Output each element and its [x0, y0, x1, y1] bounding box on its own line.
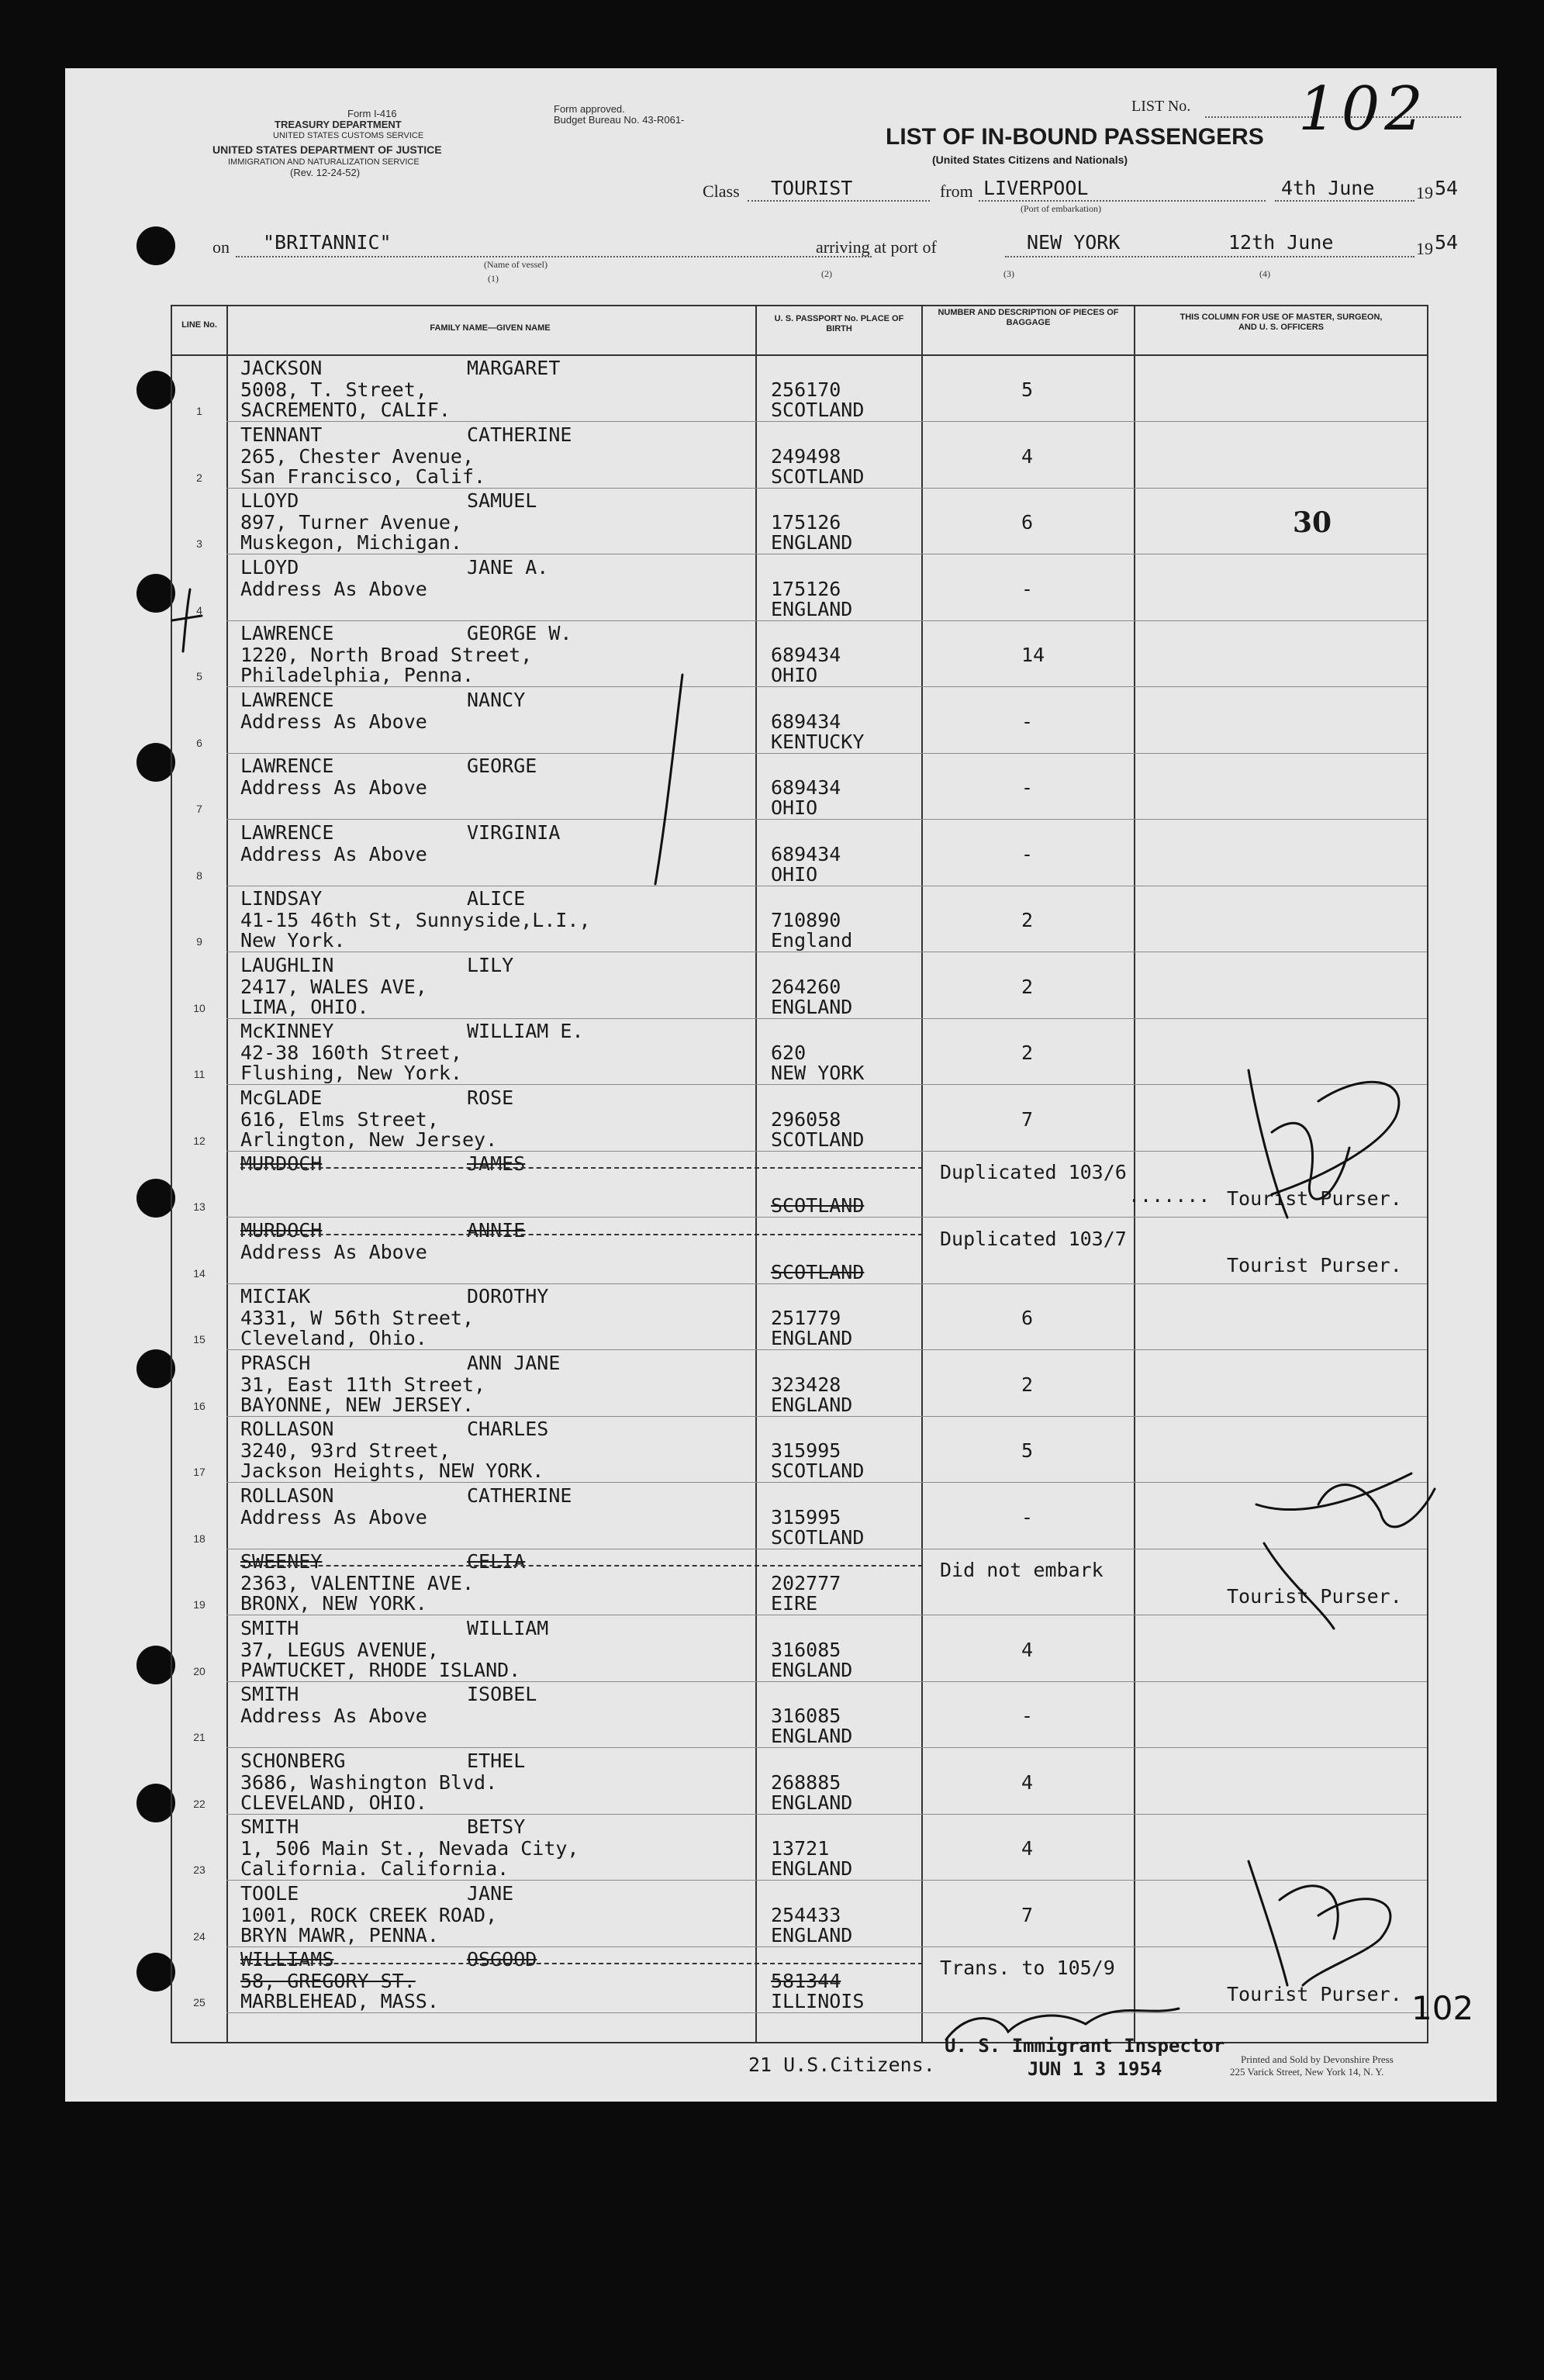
- table-row: [172, 1086, 1427, 1152]
- table-row: [172, 1616, 1427, 1682]
- address-line-2: SACREMENTO, CALIF.: [240, 399, 451, 421]
- passport-number: 316085: [771, 1705, 841, 1727]
- row-remark: Duplicated 103/7: [940, 1227, 1127, 1250]
- address-line-2: Philadelphia, Penna.: [240, 664, 475, 686]
- table-row: [172, 621, 1427, 687]
- given-name: GEORGE: [467, 755, 537, 777]
- place-of-birth: SCOTLAND: [771, 1260, 865, 1283]
- strikeout-rule: [240, 1167, 923, 1169]
- address-line-2: San Francisco, Calif.: [240, 465, 486, 488]
- punch-hole: [136, 743, 175, 782]
- address-line-1: 897, Turner Avenue,: [240, 511, 462, 534]
- punch-hole: [136, 1953, 175, 1991]
- address-line-1: 1, 506 Main St., Nevada City,: [240, 1837, 579, 1860]
- row-remark: Trans. to 105/9: [940, 1957, 1115, 1979]
- family-name: LAWRENCE: [240, 688, 334, 711]
- baggage-count: 5: [1021, 378, 1034, 401]
- list-no-label: LIST No.: [1131, 98, 1191, 115]
- line-number: 11: [193, 1068, 206, 1080]
- passport-number: 175126: [771, 511, 841, 534]
- table-row: [172, 1682, 1427, 1748]
- baggage-count: 5: [1021, 1439, 1034, 1462]
- table-row: [172, 1549, 1427, 1615]
- class-value: TOURIST: [771, 177, 853, 199]
- baggage-count: 2: [1021, 975, 1034, 998]
- form-number: Form I-416: [347, 108, 397, 119]
- table-row: [172, 555, 1427, 621]
- family-name: LLOYD: [240, 555, 299, 579]
- baggage-count: 4: [1021, 1638, 1034, 1661]
- address-line-1: 58, GREGORY ST.: [240, 1970, 416, 1992]
- family-name: SMITH: [240, 1616, 299, 1639]
- given-name: ALICE: [467, 887, 526, 910]
- place-of-birth: SCOTLAND: [771, 1128, 865, 1151]
- passport-number: 268885: [771, 1770, 841, 1794]
- line-number: 2: [196, 471, 202, 484]
- family-name: SCHONBERG: [240, 1749, 346, 1772]
- officer-note-30: 30: [1293, 506, 1332, 539]
- table-row: [172, 1417, 1427, 1483]
- col-name: FAMILY NAME—GIVEN NAME: [430, 323, 551, 333]
- strikeout-rule: [240, 1234, 923, 1235]
- place-of-birth: ENGLAND: [771, 1923, 853, 1946]
- row-remark: Did not embark: [940, 1559, 1104, 1581]
- table-row: [172, 356, 1427, 422]
- given-name: GEORGE W.: [467, 622, 572, 644]
- table-row: [172, 489, 1427, 554]
- punch-hole: [136, 226, 175, 265]
- place-of-birth: SCOTLAND: [771, 399, 865, 421]
- list-number-handwritten: 102: [1298, 74, 1428, 144]
- line-number: 23: [193, 1864, 206, 1876]
- passenger-table: [171, 305, 1428, 2043]
- inspector-label: U. S. Immigrant Inspector: [945, 2035, 1225, 2057]
- baggage-count: 14: [1021, 644, 1045, 666]
- given-name: JANE A.: [467, 555, 549, 579]
- officer-signoff: Tourist Purser.: [1227, 1983, 1402, 2005]
- address-line-1: Address As Above: [240, 577, 427, 600]
- table-row: [172, 1881, 1427, 1947]
- passport-number: 689434: [771, 842, 841, 865]
- line-number: 22: [193, 1797, 206, 1810]
- address-line-1: 1220, North Broad Street,: [240, 644, 533, 666]
- line-number: 3: [196, 537, 202, 550]
- arrival-stamp: JUN 1 3 1954: [1028, 2058, 1162, 2080]
- address-line-1: Address As Above: [240, 842, 427, 865]
- passport-number: 315995: [771, 1505, 841, 1529]
- from-label: from: [940, 181, 973, 201]
- place-of-birth: NEW YORK: [771, 1062, 865, 1084]
- revision: (Rev. 12-24-52): [290, 167, 361, 178]
- line-number: 16: [193, 1399, 206, 1412]
- address-line-2: BRONX, NEW YORK.: [240, 1592, 427, 1615]
- line-number: 21: [193, 1731, 206, 1743]
- passport-number: 254433: [771, 1903, 841, 1926]
- passport-number: 710890: [771, 909, 841, 931]
- table-row: [172, 688, 1427, 754]
- strikeout-rule: [240, 1565, 923, 1567]
- line-number: 24: [193, 1929, 206, 1943]
- baggage-count: 7: [1021, 1107, 1034, 1131]
- family-name: McGLADE: [240, 1086, 323, 1109]
- baggage-count: 6: [1021, 511, 1034, 534]
- address-line-1: 3686, Washington Blvd.: [240, 1770, 498, 1794]
- place-of-birth: OHIO: [771, 796, 818, 819]
- address-line-1: 31, East 11th Street,: [240, 1373, 486, 1396]
- table-row: [172, 1019, 1427, 1085]
- colnum-2: (2): [821, 268, 832, 279]
- punch-hole: [136, 371, 175, 409]
- place-of-birth: England: [771, 929, 853, 952]
- place-of-birth: EIRE: [771, 1592, 818, 1615]
- page-subtitle: (United States Citizens and Nationals): [932, 154, 1128, 166]
- family-name: TOOLE: [240, 1881, 299, 1905]
- place-of-birth: ENGLAND: [771, 1791, 853, 1814]
- place-of-birth: ENGLAND: [771, 1327, 853, 1349]
- passport-number: 620: [771, 1041, 807, 1064]
- line-number: 7: [196, 803, 202, 815]
- passport-number: 264260: [771, 975, 841, 998]
- baggage-count: -: [1021, 1705, 1034, 1727]
- customs-service: UNITED STATES CUSTOMS SERVICE: [273, 131, 424, 140]
- address-line-2: Cleveland, Ohio.: [240, 1327, 427, 1349]
- embark-port-caption: (Port of embarkation): [1021, 203, 1101, 214]
- colnum-1: (1): [488, 273, 499, 284]
- given-name: BETSY: [467, 1815, 526, 1838]
- family-name: LAUGHLIN: [240, 953, 334, 976]
- line-number: 10: [193, 1001, 206, 1014]
- table-row: [172, 1284, 1427, 1350]
- place-of-birth: ENGLAND: [771, 597, 853, 620]
- baggage-count: 7: [1021, 1903, 1034, 1926]
- passport-number: 316085: [771, 1638, 841, 1661]
- address-line-2: PAWTUCKET, RHODE ISLAND.: [240, 1658, 521, 1681]
- address-line-1: 42-38 160th Street,: [240, 1041, 462, 1064]
- baggage-count: 4: [1021, 1770, 1034, 1794]
- given-name: JAMES: [467, 1152, 526, 1175]
- arrival-year-prefix: 19: [1416, 239, 1433, 258]
- baggage-count: 2: [1021, 909, 1034, 931]
- class-label: Class: [703, 181, 740, 201]
- punch-hole: [136, 1349, 175, 1388]
- address-line-2: BRYN MAWR, PENNA.: [240, 1923, 439, 1946]
- address-line-1: 265, Chester Avenue,: [240, 444, 475, 468]
- baggage-count: 2: [1021, 1373, 1034, 1396]
- margin-note-number: 102: [1411, 1989, 1474, 2027]
- form-approved: Form approved.: [554, 103, 625, 115]
- place-of-birth: OHIO: [771, 862, 818, 886]
- table-row: [172, 1749, 1427, 1815]
- address-line-1: Address As Above: [240, 776, 427, 799]
- given-name: DOROTHY: [467, 1285, 549, 1307]
- baggage-count: 2: [1021, 1041, 1034, 1064]
- address-line-1: 4331, W 56th Street,: [240, 1307, 475, 1329]
- given-name: SAMUEL: [467, 489, 537, 512]
- col-line-no: LINE No.: [181, 320, 217, 330]
- passport-number: 175126: [771, 577, 841, 600]
- colnum-3: (3): [1003, 268, 1014, 279]
- arriving-label: arriving at port of: [816, 237, 937, 257]
- row-remark: Duplicated 103/6: [940, 1161, 1127, 1183]
- arrival-year: 54: [1435, 231, 1459, 254]
- given-name: ANN JANE: [467, 1351, 561, 1374]
- address-line-1: 2417, WALES AVE,: [240, 975, 427, 998]
- place-of-birth: ENGLAND: [771, 1393, 853, 1416]
- family-name: MURDOCH: [240, 1152, 323, 1175]
- passport-number: 251779: [771, 1307, 841, 1329]
- line-number: 18: [193, 1532, 206, 1545]
- family-name: LAWRENCE: [240, 755, 334, 777]
- line-number: 5: [196, 670, 202, 682]
- baggage-count: 4: [1021, 444, 1034, 468]
- given-name: MARGARET: [467, 357, 561, 379]
- address-line-1: 1001, ROCK CREEK ROAD,: [240, 1903, 498, 1926]
- table-row: [172, 1351, 1427, 1417]
- address-line-2: California. California.: [240, 1857, 509, 1880]
- line-number: 1: [196, 405, 202, 417]
- baggage-count: 4: [1021, 1837, 1034, 1860]
- family-name: SMITH: [240, 1683, 299, 1705]
- strikeout-rule: [240, 1963, 923, 1964]
- address-line-2: Muskegon, Michigan.: [240, 531, 462, 554]
- arrival-port: NEW YORK: [1027, 231, 1121, 254]
- place-of-birth: ENGLAND: [771, 531, 853, 554]
- place-of-birth: ILLINOIS: [771, 1990, 865, 2012]
- punch-hole: [136, 1784, 175, 1822]
- depart-date: 4th June: [1281, 177, 1375, 199]
- passport-number: 202777: [771, 1572, 841, 1594]
- baggage-count: -: [1021, 577, 1034, 600]
- table-row: [172, 1152, 1427, 1218]
- vessel-name: "BRITANNIC": [263, 231, 392, 254]
- family-name: LAWRENCE: [240, 820, 334, 844]
- place-of-birth: OHIO: [771, 664, 818, 686]
- given-name: NANCY: [467, 688, 526, 711]
- given-name: LILY: [467, 953, 514, 976]
- punch-hole: [136, 1179, 175, 1218]
- baggage-count: -: [1021, 1505, 1034, 1529]
- address-line-1: Address As Above: [240, 1705, 427, 1727]
- place-of-birth: ENGLAND: [771, 1857, 853, 1880]
- address-line-2: LIMA, OHIO.: [240, 995, 369, 1018]
- given-name: CATHERINE: [467, 423, 572, 446]
- passport-number: 689434: [771, 776, 841, 799]
- depart-year-prefix: 19: [1416, 183, 1433, 202]
- passport-number: 296058: [771, 1107, 841, 1131]
- line-number: 8: [196, 869, 202, 882]
- address-line-1: 3240, 93rd Street,: [240, 1439, 451, 1462]
- place-of-birth: SCOTLAND: [771, 1459, 865, 1482]
- officer-signoff: Tourist Purser.: [1227, 1187, 1402, 1210]
- passport-number: 323428: [771, 1373, 841, 1396]
- baggage-count: -: [1021, 710, 1034, 733]
- citizens-count: 21 U.S.Citizens.: [748, 2054, 935, 2076]
- passport-number: 315995: [771, 1439, 841, 1462]
- place-of-birth: SCOTLAND: [771, 1194, 865, 1217]
- place-of-birth: SCOTLAND: [771, 465, 865, 488]
- given-name: CHARLES: [467, 1418, 549, 1440]
- line-number: 13: [193, 1200, 206, 1213]
- vessel-caption: (Name of vessel): [484, 259, 547, 270]
- baggage-count: -: [1021, 842, 1034, 865]
- family-name: LINDSAY: [240, 887, 323, 910]
- line-number: 15: [193, 1333, 206, 1345]
- printer-line-2: 225 Varick Street, New York 14, N. Y.: [1230, 2066, 1384, 2078]
- address-line-2: CLEVELAND, OHIO.: [240, 1791, 427, 1814]
- family-name: ROLLASON: [240, 1418, 334, 1440]
- officer-signoff: Tourist Purser.: [1227, 1585, 1402, 1608]
- passport-number: 256170: [771, 378, 841, 401]
- baggage-count: 6: [1021, 1307, 1034, 1329]
- family-name: LAWRENCE: [240, 622, 334, 644]
- family-name: SMITH: [240, 1815, 299, 1838]
- address-line-1: Address As Above: [240, 710, 427, 733]
- line-number: 12: [193, 1134, 206, 1147]
- family-name: MICIAK: [240, 1285, 311, 1307]
- line-number: 6: [196, 736, 202, 749]
- given-name: VIRGINIA: [467, 820, 561, 844]
- passport-number: 689434: [771, 710, 841, 733]
- table-row: [172, 820, 1427, 886]
- family-name: PRASCH: [240, 1351, 311, 1374]
- passport-number: 689434: [771, 644, 841, 666]
- family-name: MURDOCH: [240, 1218, 323, 1242]
- treasury-dept: TREASURY DEPARTMENT: [275, 119, 402, 130]
- embark-port: LIVERPOOL: [983, 177, 1089, 199]
- passport-number: 13721: [771, 1837, 830, 1860]
- address-line-1: 5008, T. Street,: [240, 378, 427, 401]
- address-line-1: 2363, VALENTINE AVE.: [240, 1572, 475, 1594]
- family-name: McKINNEY: [240, 1020, 334, 1042]
- table-row: [172, 953, 1427, 1019]
- passport-number: 581344: [771, 1970, 841, 1992]
- family-name: SWEENEY: [240, 1550, 323, 1573]
- line-number: 20: [193, 1664, 206, 1677]
- address-line-1: 616, Elms Street,: [240, 1107, 439, 1131]
- line-number: 14: [193, 1266, 206, 1280]
- line-number: 17: [193, 1466, 206, 1478]
- given-name: ISOBEL: [467, 1683, 537, 1705]
- address-line-1: 37, LEGUS AVENUE,: [240, 1638, 439, 1661]
- family-name: ROLLASON: [240, 1484, 334, 1507]
- dots-13: .......: [1128, 1184, 1211, 1207]
- given-name: ANNIE: [467, 1218, 526, 1242]
- place-of-birth: ENGLAND: [771, 1658, 853, 1681]
- line-number: 25: [193, 1996, 206, 2009]
- officer-signoff: Tourist Purser.: [1227, 1253, 1402, 1276]
- given-name: ROSE: [467, 1086, 514, 1109]
- address-line-2: MARBLEHEAD, MASS.: [240, 1990, 439, 2012]
- col-baggage: NUMBER AND DESCRIPTION OF PIECES OF BAGGAGE: [938, 308, 1119, 327]
- given-name: CATHERINE: [467, 1484, 572, 1507]
- table-row: [172, 1947, 1427, 2013]
- line-number: 9: [196, 935, 202, 948]
- justice-dept: UNITED STATES DEPARTMENT OF JUSTICE: [212, 143, 442, 156]
- family-name: LLOYD: [240, 489, 299, 512]
- address-line-1: Address As Above: [240, 1240, 427, 1263]
- colnum-4: (4): [1259, 268, 1270, 279]
- given-name: OSGOOD: [467, 1948, 537, 1971]
- address-line-2: Flushing, New York.: [240, 1062, 462, 1084]
- address-line-1: Address As Above: [240, 1505, 427, 1529]
- printer-line-1: Printed and Sold by Devonshire Press: [1241, 2054, 1394, 2065]
- place-of-birth: SCOTLAND: [771, 1525, 865, 1549]
- place-of-birth: ENGLAND: [771, 995, 853, 1018]
- col-passport: U. S. PASSPORT No. PLACE OF BIRTH: [774, 314, 904, 333]
- table-row: [172, 886, 1427, 952]
- depart-year: 54: [1435, 177, 1459, 199]
- arrival-date: 12th June: [1228, 231, 1334, 254]
- family-name: JACKSON: [240, 357, 323, 379]
- place-of-birth: ENGLAND: [771, 1725, 853, 1747]
- table-row: [172, 423, 1427, 489]
- page-title: LIST OF IN-BOUND PASSENGERS: [886, 124, 1264, 150]
- address-line-2: New York.: [240, 929, 346, 952]
- given-name: ETHEL: [467, 1749, 526, 1772]
- address-line-1: 41-15 46th St, Sunnyside,L.I.,: [240, 909, 591, 931]
- given-name: WILLIAM: [467, 1616, 549, 1639]
- budget-bureau: Budget Bureau No. 43-R061-: [554, 114, 685, 126]
- line-number: 19: [193, 1598, 206, 1611]
- given-name: JANE: [467, 1881, 514, 1905]
- address-line-2: Arlington, New Jersey.: [240, 1128, 498, 1151]
- table-row: [172, 1815, 1427, 1881]
- line-number: 4: [196, 603, 202, 617]
- given-name: WILLIAM E.: [467, 1020, 584, 1042]
- table-row: [172, 754, 1427, 820]
- passport-number: 249498: [771, 444, 841, 468]
- table-row: [172, 1484, 1427, 1549]
- address-line-2: Jackson Heights, NEW YORK.: [240, 1459, 544, 1482]
- baggage-count: -: [1021, 776, 1034, 799]
- ins-service: IMMIGRATION AND NATURALIZATION SERVICE: [228, 157, 420, 167]
- table-row: [172, 1218, 1427, 1284]
- address-line-2: BAYONNE, NEW JERSEY.: [240, 1393, 475, 1416]
- punch-hole: [136, 574, 175, 613]
- punch-hole: [136, 1646, 175, 1684]
- family-name: WILLIAMS: [240, 1948, 334, 1971]
- given-name: CELIA: [467, 1550, 526, 1573]
- col-officers: THIS COLUMN FOR USE OF MASTER, SURGEON, AND U. S. OFFICERS: [1180, 313, 1383, 332]
- on-label: on: [212, 237, 230, 257]
- family-name: TENNANT: [240, 423, 323, 446]
- place-of-birth: KENTUCKY: [771, 730, 865, 753]
